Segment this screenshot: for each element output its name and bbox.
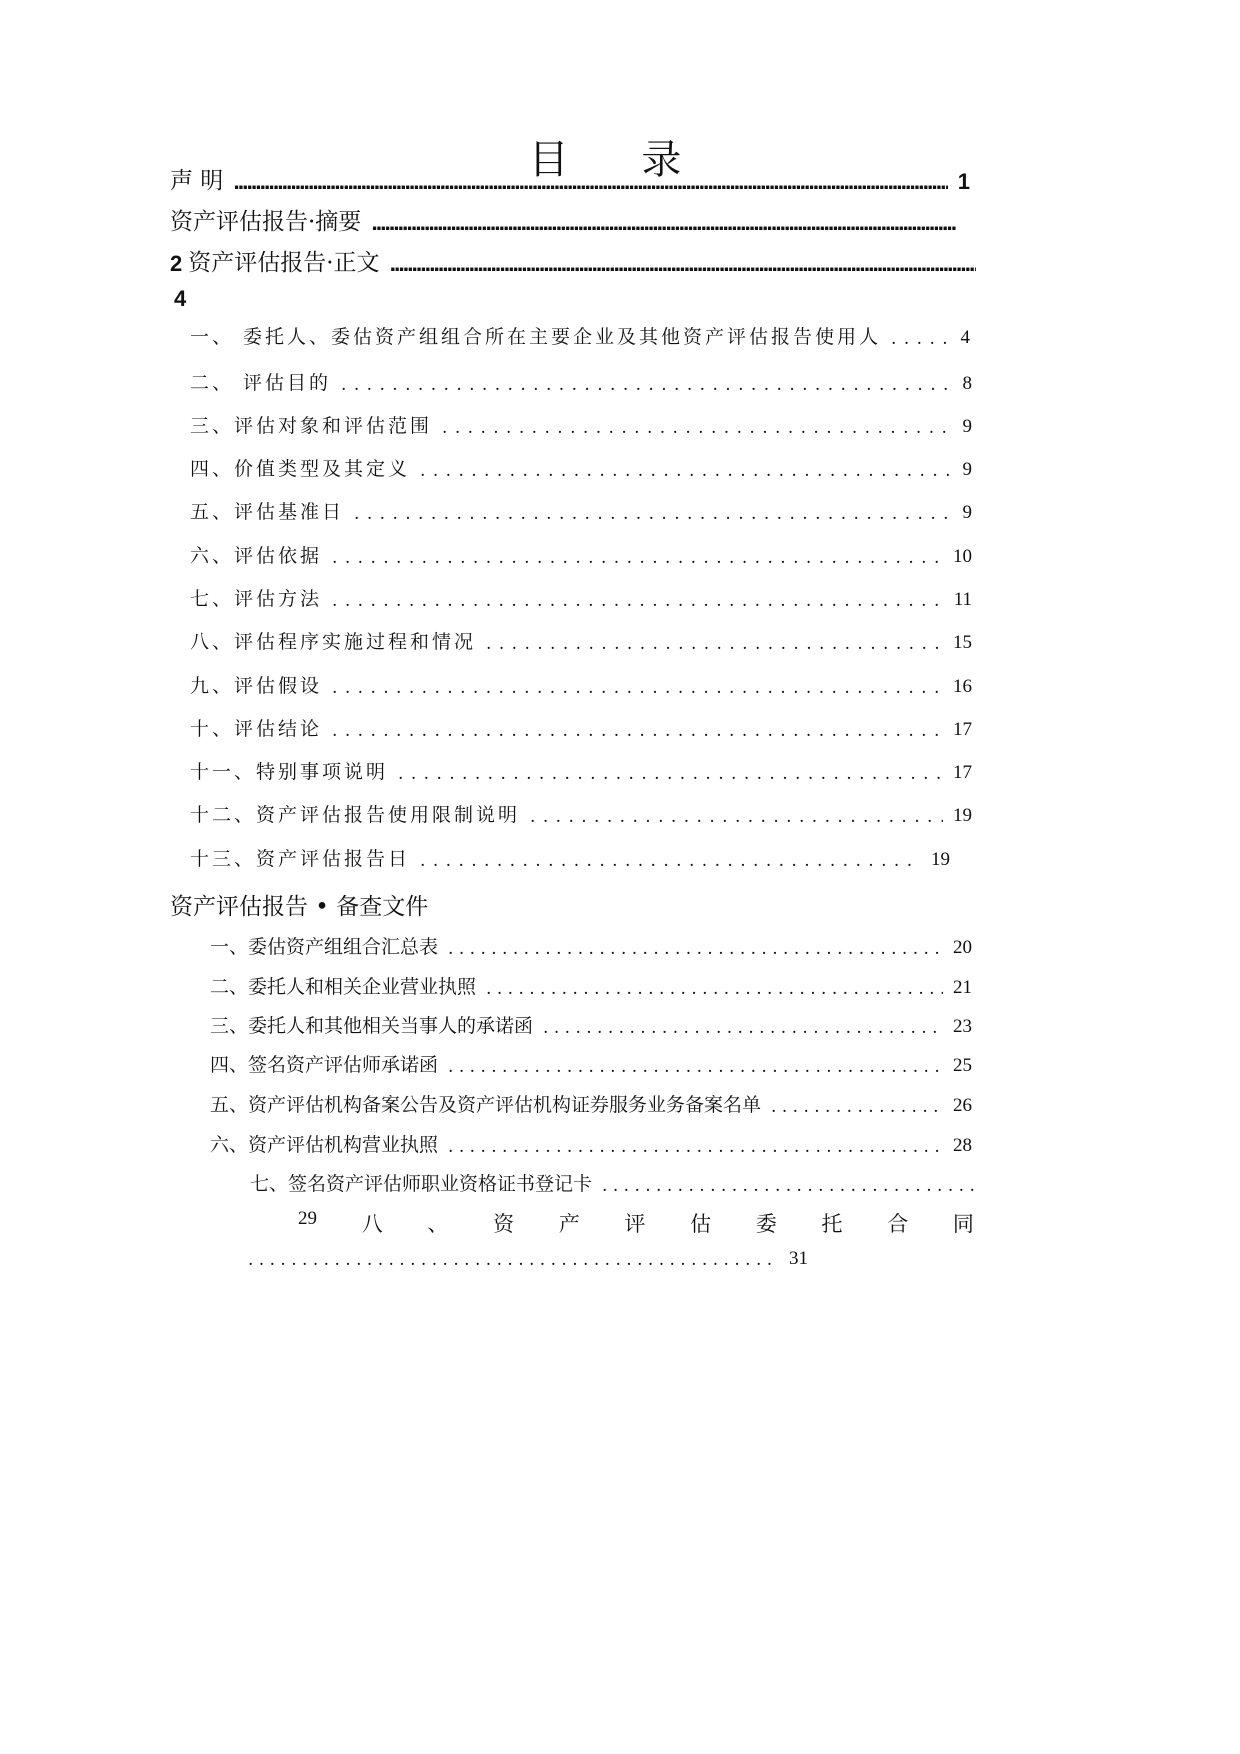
dot-leader — [486, 634, 943, 654]
page-title: 目 录 — [528, 137, 712, 183]
spread-token: 同 — [952, 1212, 974, 1236]
section-page: 4 — [960, 327, 970, 348]
final-page: 31 — [789, 1248, 808, 1269]
section-page: 19 — [953, 805, 972, 826]
toc-section-9[interactable] — [190, 671, 972, 698]
spread-token: 、 — [427, 1212, 449, 1236]
section-page: 9 — [962, 502, 972, 523]
section-label: 六、评估依据 — [190, 545, 323, 567]
section-label: 八、评估程序实施过程和情况 — [190, 631, 477, 653]
section-page: 11 — [953, 589, 972, 610]
section-page: 15 — [953, 632, 972, 653]
toc-section-7[interactable] — [190, 584, 972, 611]
toc-section-5[interactable] — [190, 497, 972, 524]
section-page: 10 — [953, 546, 972, 567]
dot-leader — [341, 375, 952, 395]
orphan-page-number: 4 — [174, 286, 187, 311]
appendix-page: 28 — [953, 1135, 972, 1156]
entry-label: 资产评估报告·摘要 — [170, 209, 362, 235]
appendix-heading: 资产评估报告 • 备查文件 — [170, 894, 429, 920]
spread-token: 委 — [755, 1212, 777, 1236]
spread-token: 资 — [493, 1212, 515, 1236]
appendix-item-4[interactable] — [210, 1050, 972, 1077]
section-page: 17 — [953, 762, 972, 783]
toc-section-1[interactable] — [190, 322, 970, 349]
spread-token: 产 — [558, 1212, 580, 1236]
section-label: 七、评估方法 — [190, 588, 323, 610]
appendix-label: 七、签名资产评估师职业资格证书登记卡 — [250, 1173, 593, 1195]
dot-leader — [543, 1018, 943, 1038]
appendix-page: 26 — [953, 1095, 972, 1116]
dot-leader — [233, 168, 947, 195]
dot-leader — [486, 979, 943, 999]
dot-leader — [420, 851, 921, 871]
section-label: 三、评估对象和评估范围 — [190, 415, 433, 437]
entry-label: 资产评估报告·正文 — [188, 250, 380, 276]
appendix-item-5[interactable] — [210, 1090, 972, 1117]
appendix-label: 三、委托人和其他相关当事人的承诺函 — [210, 1015, 534, 1037]
section-label: 五、评估基准日 — [190, 501, 345, 523]
section-label: 二、 评估目的 — [190, 372, 332, 394]
section-page: 8 — [962, 373, 972, 394]
toc-section-13[interactable] — [190, 844, 950, 871]
spread-token: 评 — [624, 1212, 646, 1236]
dot-leader — [332, 678, 943, 698]
dot-leader — [448, 1057, 943, 1077]
toc-section-10[interactable] — [190, 714, 972, 741]
dot-leader — [398, 764, 943, 784]
entry-page-prefix: 2 — [170, 251, 183, 276]
toc-entry-summary[interactable] — [170, 203, 956, 236]
appendix-label: 六、资产评估机构营业执照 — [210, 1134, 439, 1156]
appendix-item-7[interactable] — [250, 1169, 980, 1196]
section-label: 十二、资产评估报告使用限制说明 — [190, 804, 521, 826]
dot-leader — [448, 1137, 943, 1157]
appendix-item-6[interactable] — [210, 1130, 972, 1157]
toc-section-2[interactable] — [190, 368, 972, 395]
section-label: 九、评估假设 — [190, 675, 323, 697]
appendix-page: 25 — [953, 1055, 972, 1076]
section-page: 19 — [931, 849, 950, 870]
section-label: 十一、特别事项说明 — [190, 761, 389, 783]
dot-leader — [248, 1250, 779, 1270]
entry-label: 声 明 — [170, 168, 224, 194]
entry-page: 1 — [957, 169, 970, 194]
section-page: 9 — [962, 416, 972, 437]
toc-section-8[interactable] — [190, 627, 972, 654]
appendix-item-2[interactable] — [210, 972, 972, 999]
section-label: 一、 委托人、委估资产组组合所在主要企业及其他资产评估报告使用人 — [190, 326, 882, 348]
dot-leader — [332, 548, 943, 568]
spread-token: 托 — [821, 1212, 843, 1236]
dot-leader — [420, 461, 952, 481]
appendix-item-1[interactable] — [210, 932, 972, 959]
appendix-page: 23 — [953, 1016, 972, 1037]
appendix-page: 20 — [953, 937, 972, 958]
section-page: 17 — [953, 719, 972, 740]
spread-token: 合 — [887, 1212, 909, 1236]
toc-entry-statement[interactable] — [170, 162, 970, 195]
dot-leader — [354, 504, 952, 524]
dot-leader — [602, 1176, 980, 1196]
section-page: 16 — [953, 676, 972, 697]
dot-leader — [442, 418, 952, 438]
dot-leader — [332, 721, 943, 741]
spread-token: 八 — [361, 1212, 383, 1236]
appendix-label: 一、委估资产组组合汇总表 — [210, 936, 439, 958]
section-label: 四、价值类型及其定义 — [190, 458, 411, 480]
toc-section-12[interactable] — [190, 800, 972, 827]
spread-token: 估 — [690, 1212, 712, 1236]
section-label: 十、评估结论 — [190, 718, 323, 740]
dot-leader — [390, 250, 976, 277]
section-page: 9 — [962, 459, 972, 480]
dot-leader — [891, 329, 950, 349]
appendix-page: 21 — [953, 977, 972, 998]
toc-entry-main-text[interactable] — [170, 244, 976, 277]
justified-broken-line — [298, 1208, 974, 1238]
dot-leader — [448, 939, 943, 959]
final-leader-line[interactable] — [248, 1248, 808, 1270]
toc-section-3[interactable] — [190, 411, 972, 438]
appendix-label: 四、签名资产评估师承诺函 — [210, 1054, 439, 1076]
toc-section-4[interactable] — [190, 454, 972, 481]
spread-token: 29 — [298, 1208, 317, 1229]
dot-leader — [371, 209, 956, 236]
section-label: 十三、资产评估报告日 — [190, 848, 411, 870]
toc-section-6[interactable] — [190, 541, 972, 568]
appendix-item-3[interactable] — [210, 1011, 972, 1038]
toc-section-11[interactable] — [190, 757, 972, 784]
appendix-label: 二、委托人和相关企业营业执照 — [210, 976, 477, 998]
dot-leader — [771, 1097, 943, 1117]
dot-leader — [332, 591, 944, 611]
appendix-label: 五、资产评估机构备案公告及资产评估机构证券服务业务备案名单 — [210, 1094, 762, 1116]
dot-leader — [530, 807, 943, 827]
